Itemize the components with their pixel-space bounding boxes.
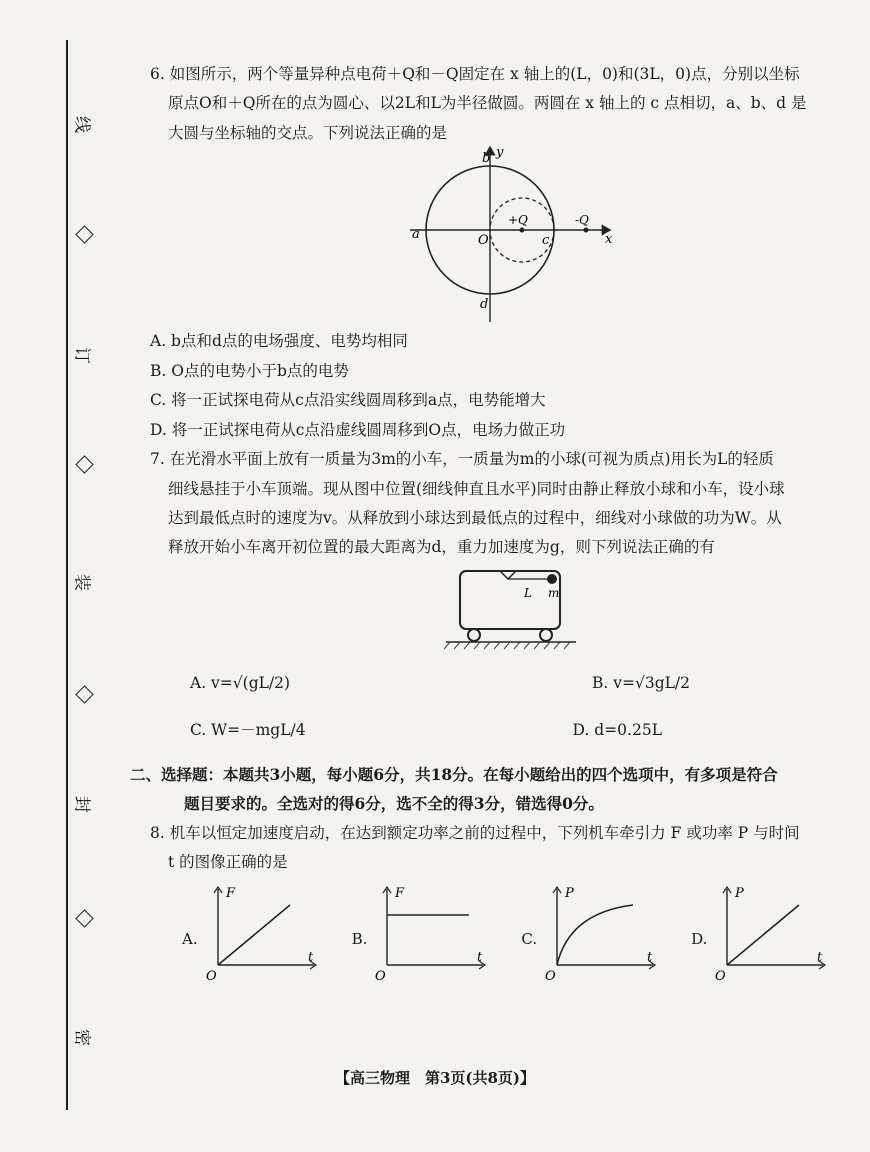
q8-graph-options bbox=[150, 883, 850, 983]
axis-label: F bbox=[395, 886, 405, 902]
q6-stem: 原点O和＋Q所在的点为圆心、以2L和L为半径做圆。两圆在 x 轴上的 c 点相切，a、b、d 是 bbox=[168, 94, 807, 113]
q8-stem: t 的图像正确的是 bbox=[168, 853, 288, 871]
margin-char: 密 bbox=[71, 1029, 92, 1046]
margin-char: 装 bbox=[71, 574, 92, 591]
label-m: m bbox=[548, 585, 560, 600]
q7-option-a[interactable]: A. v=√(gL/2) bbox=[190, 673, 291, 692]
axis-label: t bbox=[647, 950, 653, 966]
q8-option-c[interactable] bbox=[521, 883, 663, 983]
axis-label: F bbox=[225, 886, 235, 902]
origin-label: O bbox=[545, 969, 556, 984]
axis-label: P bbox=[735, 886, 745, 902]
cart-hook bbox=[500, 571, 516, 579]
axis-label: P bbox=[565, 886, 574, 902]
q7-stem: 达到最低点时的速度为v。从释放到小球达到最低点的过程中，细线对小球做的功为W。从 bbox=[168, 508, 782, 527]
wheel bbox=[468, 629, 480, 641]
label-c: c bbox=[542, 233, 550, 249]
q6-option-c[interactable]: C. 将一正试探电荷从c点沿实线圆周移到a点，电势能增大 bbox=[150, 391, 546, 410]
section-2-header bbox=[130, 760, 850, 819]
page-footer: 【高三物理 第3页(共8页)】 bbox=[334, 1069, 536, 1087]
ground-hatch bbox=[444, 642, 570, 649]
graph-b bbox=[373, 883, 493, 983]
question-6 bbox=[150, 60, 850, 445]
graph-a bbox=[204, 883, 324, 983]
positive-charge bbox=[520, 228, 525, 233]
graph-line bbox=[218, 905, 290, 965]
label-x: x bbox=[605, 232, 613, 248]
diamond-icon bbox=[75, 455, 93, 473]
binding-margin bbox=[0, 0, 120, 1152]
graph-curve bbox=[557, 905, 633, 965]
question-7 bbox=[150, 445, 850, 746]
diamond-icon bbox=[75, 909, 93, 927]
q8-stem: 8. 机车以恒定加速度启动，在达到额定功率之前的过程中，下列机车牵引力 F 或功率 P 与时间 bbox=[150, 823, 800, 842]
q6-option-d[interactable]: D. 将一正试探电荷从c点沿虚线圆周移到O点，电场力做正功 bbox=[150, 420, 566, 439]
q6-option-b[interactable]: B. O点的电势小于b点的电势 bbox=[150, 361, 349, 380]
q6-option-a[interactable]: A. b点和d点的电场强度、电势均相同 bbox=[150, 332, 408, 351]
q6-circle-diagram bbox=[150, 142, 850, 327]
q8-option-a[interactable] bbox=[182, 883, 324, 983]
q7-stem: 7. 在光滑水平面上放有一质量为3m的小车，一质量为m的小球(可视为质点)用长为L的轻质 bbox=[150, 450, 774, 469]
margin-char: 封 bbox=[71, 796, 92, 813]
q7-cart-diagram bbox=[150, 563, 850, 663]
label-plus-Q: +Q bbox=[508, 213, 528, 228]
q7-stem: 细线悬挂于小车顶端。现从图中位置(细线伸直且水平)同时由静止释放小球和小车，设小球 bbox=[168, 479, 785, 498]
binding-line bbox=[66, 40, 68, 1110]
label-d: d bbox=[480, 297, 489, 313]
q7-option-d[interactable]: D. d=0.25L bbox=[572, 721, 662, 740]
label-y: y bbox=[496, 145, 504, 161]
margin-char: 订 bbox=[71, 347, 92, 364]
margin-char: 线 bbox=[71, 116, 92, 133]
label-b: b bbox=[482, 151, 491, 167]
axis-label: t bbox=[817, 950, 823, 966]
diamond-icon bbox=[75, 225, 93, 243]
graph-c bbox=[543, 883, 663, 983]
graph-d bbox=[713, 883, 833, 983]
q7-option-c[interactable]: C. W=－mgL/4 bbox=[190, 721, 306, 740]
q7-options-row2 bbox=[150, 716, 850, 745]
label-L: L bbox=[524, 585, 532, 600]
q6-stem: 6. 如图所示，两个等量异种点电荷＋Q和－Q固定在 x 轴上的(L，0)和(3L，0)点，分别以坐标 bbox=[150, 65, 800, 83]
graph-label: D. bbox=[691, 929, 708, 948]
graph-label: A. bbox=[182, 929, 198, 948]
origin-label: O bbox=[375, 969, 387, 984]
section-2-rules: 题目要求的。全选对的得6分，选不全的得3分，错选得0分。 bbox=[184, 794, 604, 814]
q7-options-row1 bbox=[150, 669, 850, 698]
graph-line bbox=[727, 905, 799, 965]
q6-stem: 大圆与坐标轴的交点。下列说法正确的是 bbox=[168, 123, 448, 142]
cart-body bbox=[460, 571, 560, 629]
graph-label: B. bbox=[351, 929, 368, 948]
origin-label: O bbox=[715, 969, 727, 984]
q8-option-b[interactable] bbox=[352, 883, 494, 983]
q7-stem: 释放开始小车离开初位置的最大距离为d，重力加速度为g，则下列说法正确的有 bbox=[168, 538, 715, 557]
axis-label: t bbox=[477, 950, 483, 966]
diamond-icon bbox=[75, 685, 93, 703]
axis-label: t bbox=[307, 950, 313, 966]
label-minus-Q: -Q bbox=[575, 213, 589, 228]
question-8 bbox=[150, 819, 850, 984]
label-O: O bbox=[478, 233, 489, 249]
ball bbox=[547, 574, 557, 584]
q8-option-d[interactable] bbox=[691, 883, 833, 983]
wheel bbox=[540, 629, 552, 641]
q7-option-b[interactable]: B. v=√3gL/2 bbox=[591, 673, 690, 692]
exam-content bbox=[130, 60, 850, 984]
label-a: a bbox=[412, 227, 420, 243]
origin-label: O bbox=[205, 969, 217, 984]
graph-label: C. bbox=[521, 929, 538, 948]
section-2-title: 二、选择题：本题共3小题，每小题6分，共18分。在每小题给出的四个选项中，有多项是符合 bbox=[130, 764, 778, 784]
negative-charge bbox=[584, 228, 589, 233]
